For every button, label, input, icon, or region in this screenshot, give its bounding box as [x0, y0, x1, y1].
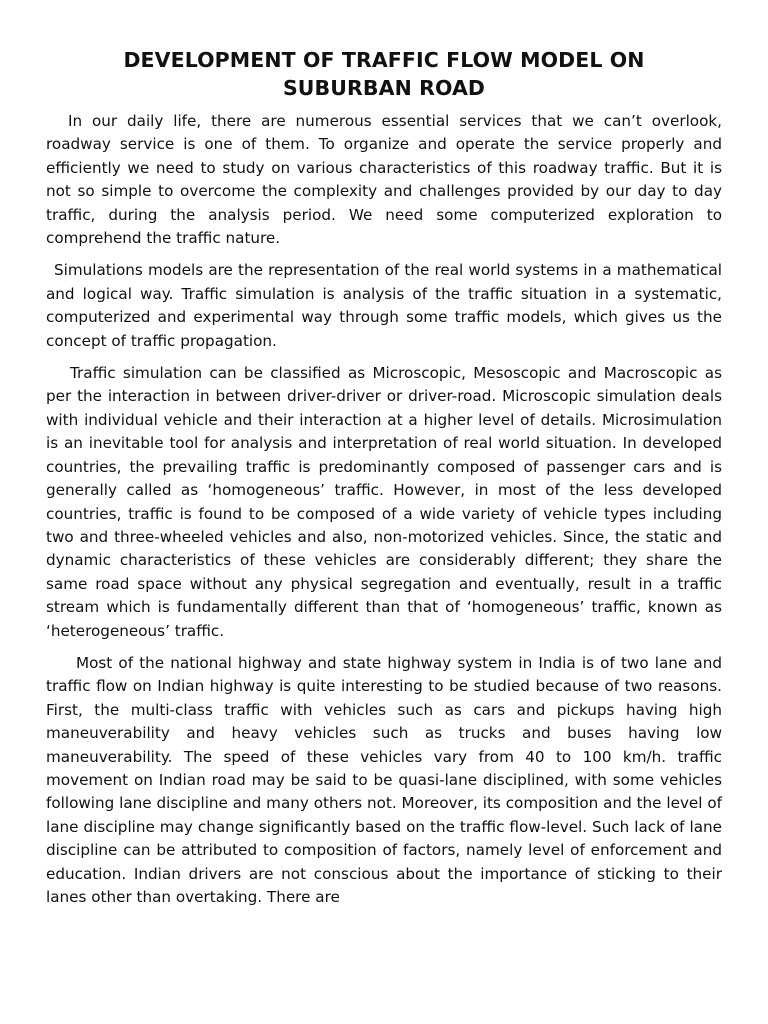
page-title: [46, 46, 722, 102]
title-line-1: DEVELOPMENT OF TRAFFIC FLOW MODEL ON: [123, 48, 645, 72]
paragraph-indian-highways: Most of the national highway and state highway system in India is of two lane and traffic flow on Indian highway is quite interesting to be studied because of two reasons. First, the multi-class traffic with vehicles such as cars and pickups having high maneuverability and heavy vehicles such as trucks and buses having low maneuverability. The speed of these vehicles vary from 40 to 100 km/h. traffic movement on Indian road may be said to be quasi-lane disciplined, with some vehicles following lane discipline and many others not. Moreover, its composition and the level of lane discipline may change significantly based on the traffic flow-level. Such lack of lane discipline can be attributed to composition of factors, namely level of enforcement and education. Indian drivers are not conscious about the importance of sticking to their lanes other than overtaking. There are: [46, 653, 722, 906]
paragraph-intro: In our daily life, there are numerous essential services that we can’t overlook, roadway service is one of them. To organize and operate the service properly and efficiently we need to study on various characteristics of this roadway traffic. But it is not so simple to overcome the complexity and challenges provided by our day to day traffic, during the analysis period. We need some computerized exploration to comprehend the traffic nature.: [46, 112, 722, 248]
paragraph-simulation-models: Simulations models are the representation of the real world systems in a mathematical and logical way. Traffic simulation is analysis of the traffic situation in a systematic, computerized and experimental way through some traffic models, which gives us the concept of traffic propagation.: [46, 261, 722, 350]
paragraph-simulation-classification: Traffic simulation can be classified as Microscopic, Mesoscopic and Macroscopic as per the interaction in between driver-driver or driver-road. Microscopic simulation deals with individual vehicle and their interaction at a higher level of details. Microsimulation is an inevitable tool for analysis and interpretation of real world situation. In developed countries, the prevailing traffic is predominantly composed of passenger cars and is generally called as ‘homogeneous’ traffic. However, in most of the less developed countries, traffic is found to be composed of a wide variety of vehicle types including two and three-wheeled vehicles and also, non-motorized vehicles. Since, the static and dynamic characteristics of these vehicles are considerably different; they share the same road space without any physical segregation and eventually, result in a traffic stream which is fundamentally different than that of ‘homogeneous’ traffic, known as ‘heterogeneous’ traffic.: [46, 364, 722, 640]
title-line-2: SUBURBAN ROAD: [282, 76, 486, 100]
